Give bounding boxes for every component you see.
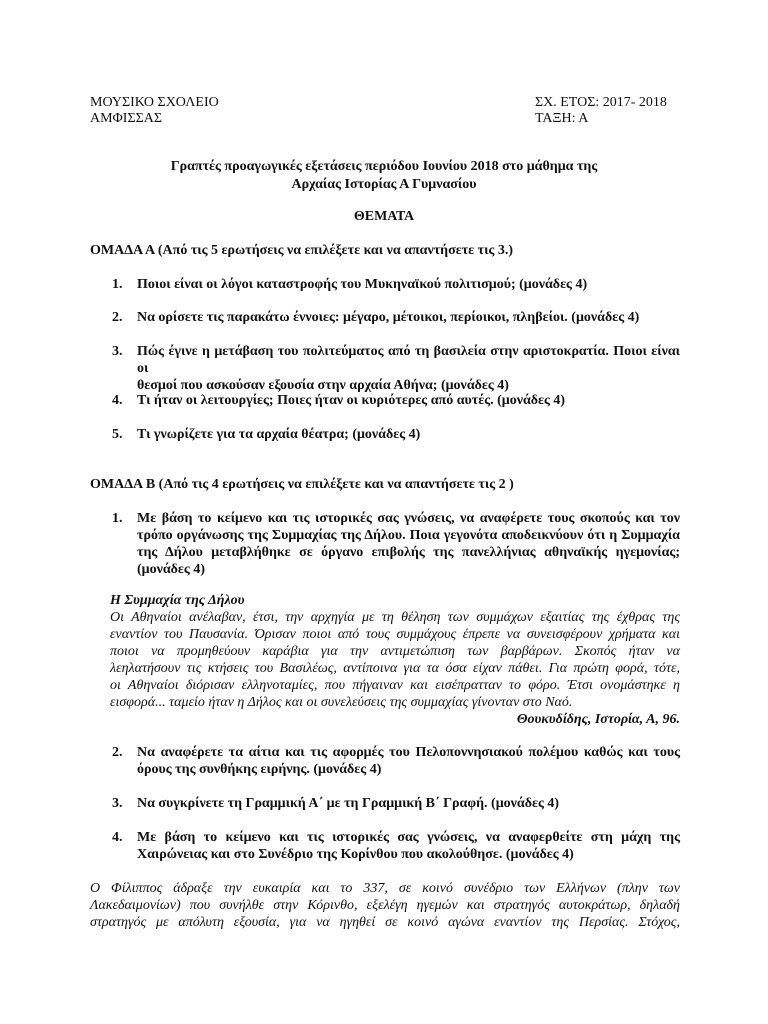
question-number: 4. [112, 393, 123, 408]
group-b-question-3 [90, 795, 680, 812]
question-text-line: Να αναφέρετε τα αίτια και τις αφορμές του Πελοποννησιακού πολέμου καθώς και τους [137, 745, 680, 760]
source-excerpt-delian-league [110, 592, 680, 728]
exam-title-line-2: Αρχαίας Ιστορίας Α Γυμνασίου [291, 177, 477, 192]
question-number: 2. [112, 310, 123, 325]
group-a-heading: ΟΜΑΔΑ Α (Από τις 5 ερωτήσεις να επιλέξετε και να απαντήσετε τις 3.) [90, 243, 514, 258]
question-text-line: Με βάση το κείμενο και τις ιστορικές σας γνώσεις, να αναφερθείτε στη μάχη της [137, 830, 680, 845]
excerpt-line: Λακεδαιμονίων) που συνήλθε στην Κόρινθο, εξελέγη ηγεμών και στρατηγός αυτοκράτωρ, δηλαδή [90, 898, 680, 913]
group-a-question-1 [90, 276, 680, 293]
source-excerpt-philip [90, 880, 680, 931]
group-a-question-5 [90, 426, 680, 443]
group-b-heading: ΟΜΑΔΑ Β (Από τις 4 ερωτήσεις να επιλέξετε και να απαντήσετε τις 2 ) [90, 477, 514, 492]
school-name [90, 95, 219, 127]
question-number: 3. [112, 344, 123, 359]
question-number: 1. [112, 511, 123, 526]
question-text-line: Ποιοι είναι οι λόγοι καταστροφής του Μυκηναϊκού πολιτισμού; (μονάδες 4) [137, 277, 588, 292]
question-text-line: Χαιρώνειας και στο Συνέδριο της Κορίνθου που ακολούθησε. (μονάδες 4) [137, 847, 574, 862]
question-number: 4. [112, 830, 123, 845]
question-text-line: Να ορίσετε τις παρακάτω έννοιες: μέγαρο, μέτοικοι, περίοικοι, πληβείοι. (μονάδες 4) [137, 310, 640, 325]
group-a-question-2 [90, 309, 680, 326]
school-year-block [535, 95, 667, 127]
exam-title [90, 158, 678, 194]
group-b-question-4 [90, 829, 680, 863]
question-number: 1. [112, 277, 123, 292]
exam-title-line-1: Γραπτές προαγωγικές εξετάσεις περιόδου Ιουνίου 2018 στο μάθημα της [170, 159, 598, 174]
excerpt-line: εισφορά... ταμείο ήταν η Δήλος και οι συνελεύσεις της συμμαχίας γίνονταν στο Ναό. [110, 695, 573, 710]
question-text-line: (μονάδες 4) [137, 562, 205, 577]
question-number: 3. [112, 796, 123, 811]
question-text-line: θεσμοί που ασκούσαν εξουσία στην αρχαία Αθήνα; (μονάδες 4) [137, 378, 509, 393]
excerpt-source: Θουκυδίδης, Ιστορία, Α, 96. [516, 712, 680, 727]
excerpt-line: Οι Αθηναίοι ανέλαβαν, έτσι, την αρχηγία με τη θέληση των συμμάχων εξαιτίας της έχθρας της [110, 610, 680, 625]
question-text-line: Να συγκρίνετε τη Γραμμική Α΄ με τη Γραμμική Β΄ Γραφή. (μονάδες 4) [137, 796, 560, 811]
excerpt-line: Ο Φίλιππος άδραξε την ευκαιρία και το 337, σε κοινό συνέδριο των Ελλήνων (πλην των [90, 881, 680, 896]
school-year: ΣΧ. ΕΤΟΣ: 2017- 2018 [535, 95, 667, 110]
excerpt-line: λεηλατήσουν τις κτήσεις του Βασιλέως, αντίποινα για τα όσα είχαν πάθει. Για πρώτη φορά, τότε, [110, 661, 680, 676]
group-b-question-2 [90, 744, 680, 778]
question-text-line: Με βάση το κείμενο και τις ιστορικές σας γνώσεις, να αναφέρετε τους σκοπούς και τον [137, 511, 680, 526]
excerpt-line: οι Αθηναίοι διόρισαν ελληνοταμίες, που πήγαιναν και εισέπρατταν το φόρο. Έτσι ονομάστηκε η [110, 678, 680, 693]
question-number: 5. [112, 427, 123, 442]
school-line-2: ΑΜΦΙΣΣΑΣ [90, 111, 163, 126]
group-a-question-4 [90, 392, 680, 409]
question-text-line: Τι γνωρίζετε για τα αρχαία θέατρα; (μονάδες 4) [137, 427, 421, 442]
excerpt-line: στρατηγός με απόλυτη εξουσία, για να ηγηθεί σε κοινό αγώνα εναντίον της Περσίας. Στόχος, [90, 915, 680, 930]
excerpt-title: Η Συμμαχία της Δήλου [110, 593, 245, 608]
question-text-line: Τι ήταν οι λειτουργίες; Ποιες ήταν οι κυριότερες από αυτές. (μονάδες 4) [137, 393, 566, 408]
excerpt-line: ποιοι να προμηθεύουν καράβια για την αντιμετώπιση των βαρβάρων. Σκοπός ήταν να [110, 644, 680, 659]
question-text-line: Πώς έγινε η μετάβαση του πολιτεύματος από τη βασιλεία στην αριστοκρατία. Ποιοι είναι οι [137, 344, 680, 376]
school-line-1: ΜΟΥΣΙΚΟ ΣΧΟΛΕΙΟ [90, 95, 219, 110]
excerpt-line: εναντίον του Παυσανία. Όρισαν ποιοι από τους συμμάχους έπρεπε να συνεισφέρουν χρήματα και [110, 627, 680, 642]
question-text-line: τρόπο οργάνωσης της Συμμαχίας της Δήλου. Ποια γεγονότα αποδεικνύουν ότι η Συμμαχία [137, 528, 680, 543]
themata-heading: ΘΕΜΑΤΑ [353, 209, 415, 224]
group-a-question-3 [90, 343, 680, 394]
group-b-question-1 [90, 510, 680, 578]
question-text-line: της Δήλου μεταβλήθηκε σε όργανο επιβολής της πανελλήνιας αθηναϊκής ηγεμονίας; [137, 545, 680, 560]
question-number: 2. [112, 745, 123, 760]
question-text-line: όρους της συνθήκης ειρήνης. (μονάδες 4) [137, 762, 382, 777]
class-label: ΤΑΞΗ: Α [535, 111, 589, 126]
